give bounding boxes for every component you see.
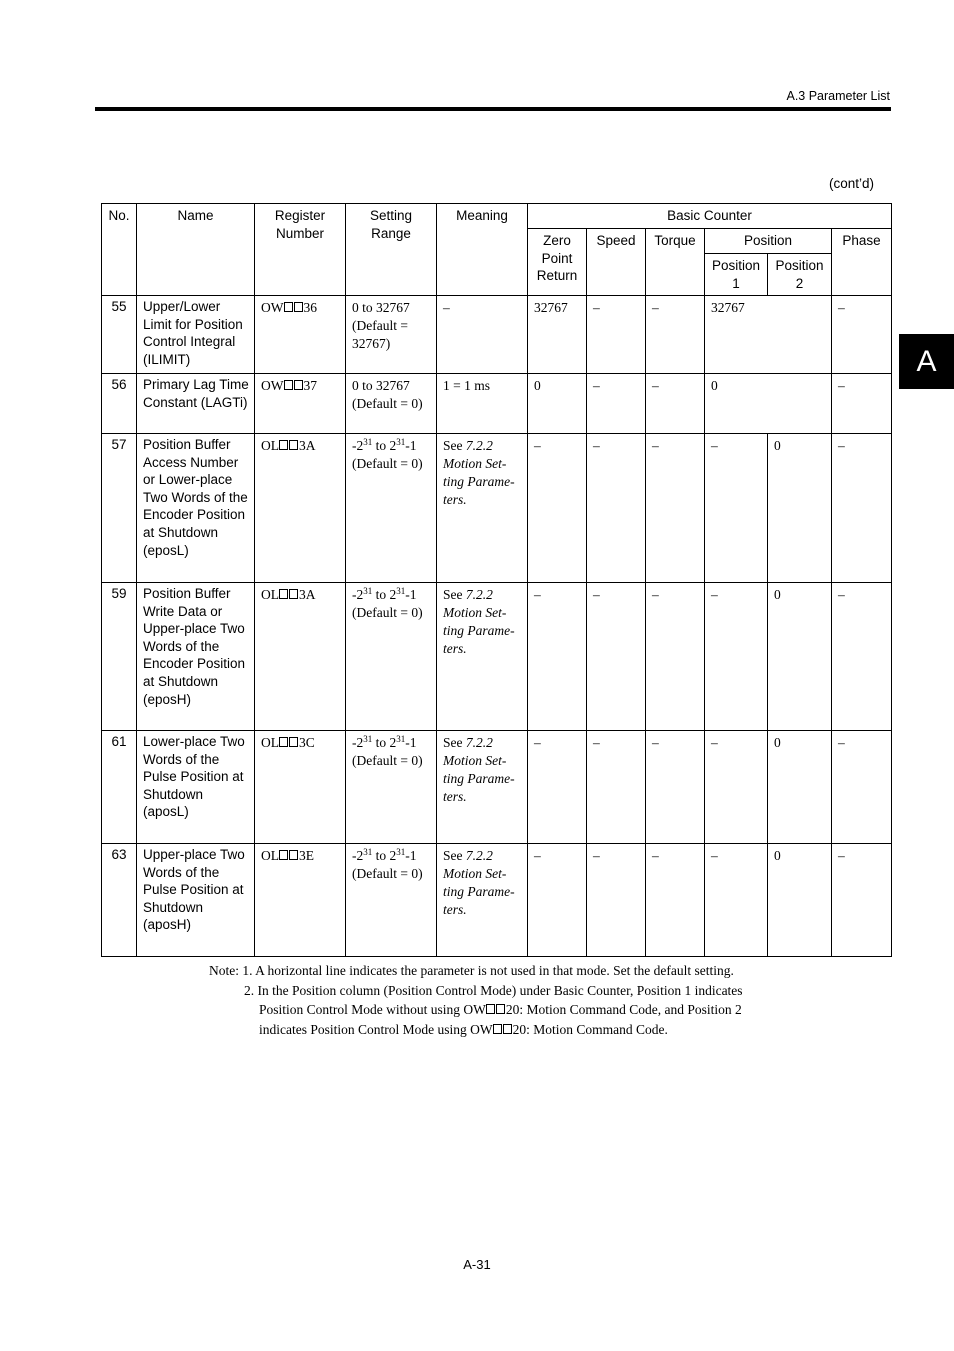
row-position-1: – — [705, 844, 768, 957]
table-row — [102, 374, 892, 434]
row-torque: – — [646, 374, 705, 434]
row-no: 57 — [102, 434, 137, 583]
row-register: OL 3A — [255, 434, 346, 583]
col-header-meaning: Meaning — [437, 204, 528, 296]
appendix-tab: A — [899, 334, 954, 389]
row-name: Position Buffer Access Number or Lower-place Two Words of the Encoder Position at Shutdown (eposL) — [137, 434, 255, 583]
row-range: 0 to 32767 (Default = 32767) — [346, 296, 437, 374]
header-rule — [95, 107, 891, 111]
page-number: A-31 — [463, 1257, 491, 1272]
row-meaning: 1 = 1 ms — [437, 374, 528, 434]
col-header-name: Name — [137, 204, 255, 296]
row-position: 32767 — [705, 296, 832, 374]
row-zero: – — [528, 731, 587, 844]
row-zero: 0 — [528, 374, 587, 434]
row-phase: – — [832, 731, 892, 844]
row-meaning: See 7.2.2 Motion Set-ting Parame-ters. — [437, 731, 528, 844]
row-range: $-2^{31}$ to $2^{31}-1$ (Default = 0) — [346, 731, 437, 844]
row-no: 56 — [102, 374, 137, 434]
row-register: OL 3A — [255, 583, 346, 731]
note-line-3: Position Control Mode without using OW 20: Motion Command Code, and Position 2 — [259, 1002, 742, 1017]
row-no: 59 — [102, 583, 137, 731]
row-zero: – — [528, 434, 587, 583]
table-row — [102, 731, 892, 844]
row-range: $-2^{31}$ to $2^{31}-1$ (Default = 0) — [346, 434, 437, 583]
row-speed: – — [587, 731, 646, 844]
table-notes — [209, 961, 789, 1039]
row-position-2: 0 — [768, 844, 832, 957]
col-header-torque: Torque — [646, 229, 705, 296]
row-position-1: – — [705, 583, 768, 731]
row-register: OL 3C — [255, 731, 346, 844]
row-range: 0 to 32767 (Default = 0) — [346, 374, 437, 434]
row-torque: – — [646, 844, 705, 957]
row-name: Lower-place Two Words of the Pulse Position at Shutdown (aposL) — [137, 731, 255, 844]
row-register: OW 37 — [255, 374, 346, 434]
row-speed: – — [587, 374, 646, 434]
row-meaning: See 7.2.2 Motion Set-ting Parame-ters. — [437, 434, 528, 583]
section-header: A.3 Parameter List — [786, 89, 890, 103]
row-range: $-2^{31}$ to $2^{31}-1$ (Default = 0) — [346, 583, 437, 731]
note-line-2: 2. In the Position column (Position Control Mode) under Basic Counter, Position 1 indicates — [244, 982, 743, 998]
row-register: OL 3E — [255, 844, 346, 957]
row-speed: – — [587, 844, 646, 957]
col-header-setting: Setting Range — [346, 204, 437, 296]
col-header-zero: Zero Point Return — [528, 229, 587, 296]
row-position-1: – — [705, 731, 768, 844]
row-name: Upper-place Two Words of the Pulse Position at Shutdown (aposH) — [137, 844, 255, 957]
row-position-2: 0 — [768, 731, 832, 844]
row-phase: – — [832, 374, 892, 434]
row-zero: – — [528, 844, 587, 957]
note-line-1: Note: 1. A horizontal line indicates the parameter is not used in that mode. Set the default setting. — [209, 963, 734, 978]
row-range: $-2^{31}$ to $2^{31}-1$ (Default = 0) — [346, 844, 437, 957]
col-header-basic-counter: Basic Counter — [528, 204, 892, 229]
col-header-phase: Phase — [832, 229, 892, 296]
continued-label: (cont’d) — [829, 176, 875, 191]
col-header-position-2: Position 2 — [768, 254, 832, 296]
row-phase: – — [832, 844, 892, 957]
row-register: OW 36 — [255, 296, 346, 374]
row-phase: – — [832, 583, 892, 731]
col-header-register: Register Number — [255, 204, 346, 296]
row-position-2: 0 — [768, 583, 832, 731]
col-header-position-1: Position 1 — [705, 254, 768, 296]
row-name: Position Buffer Write Data or Upper-place Two Words of the Encoder Position at Shutdown (eposH) — [137, 583, 255, 731]
row-position: 0 — [705, 374, 832, 434]
row-torque: – — [646, 583, 705, 731]
table-row — [102, 296, 892, 374]
row-zero: 32767 — [528, 296, 587, 374]
row-speed: – — [587, 434, 646, 583]
row-torque: – — [646, 296, 705, 374]
col-header-no: No. — [102, 204, 137, 296]
row-phase: – — [832, 434, 892, 583]
row-no: 63 — [102, 844, 137, 957]
row-phase: – — [832, 296, 892, 374]
row-name: Upper/Lower Limit for Position Control Integral (ILIMIT) — [137, 296, 255, 374]
row-no: 55 — [102, 296, 137, 374]
row-meaning: – — [437, 296, 528, 374]
row-speed: – — [587, 296, 646, 374]
col-header-speed: Speed — [587, 229, 646, 296]
col-header-position: Position — [705, 229, 832, 254]
row-meaning: See 7.2.2 Motion Set-ting Parame-ters. — [437, 583, 528, 731]
parameter-table — [101, 203, 892, 957]
row-meaning: See 7.2.2 Motion Set-ting Parame-ters. — [437, 844, 528, 957]
row-no: 61 — [102, 731, 137, 844]
note-line-4: indicates Position Control Mode using OW 20: Motion Command Code. — [259, 1021, 668, 1037]
table-row — [102, 434, 892, 583]
row-position-1: – — [705, 434, 768, 583]
row-torque: – — [646, 434, 705, 583]
row-zero: – — [528, 583, 587, 731]
row-torque: – — [646, 731, 705, 844]
row-name: Primary Lag Time Constant (LAGTi) — [137, 374, 255, 434]
row-position-2: 0 — [768, 434, 832, 583]
table-row — [102, 844, 892, 957]
table-row — [102, 583, 892, 731]
row-speed: – — [587, 583, 646, 731]
